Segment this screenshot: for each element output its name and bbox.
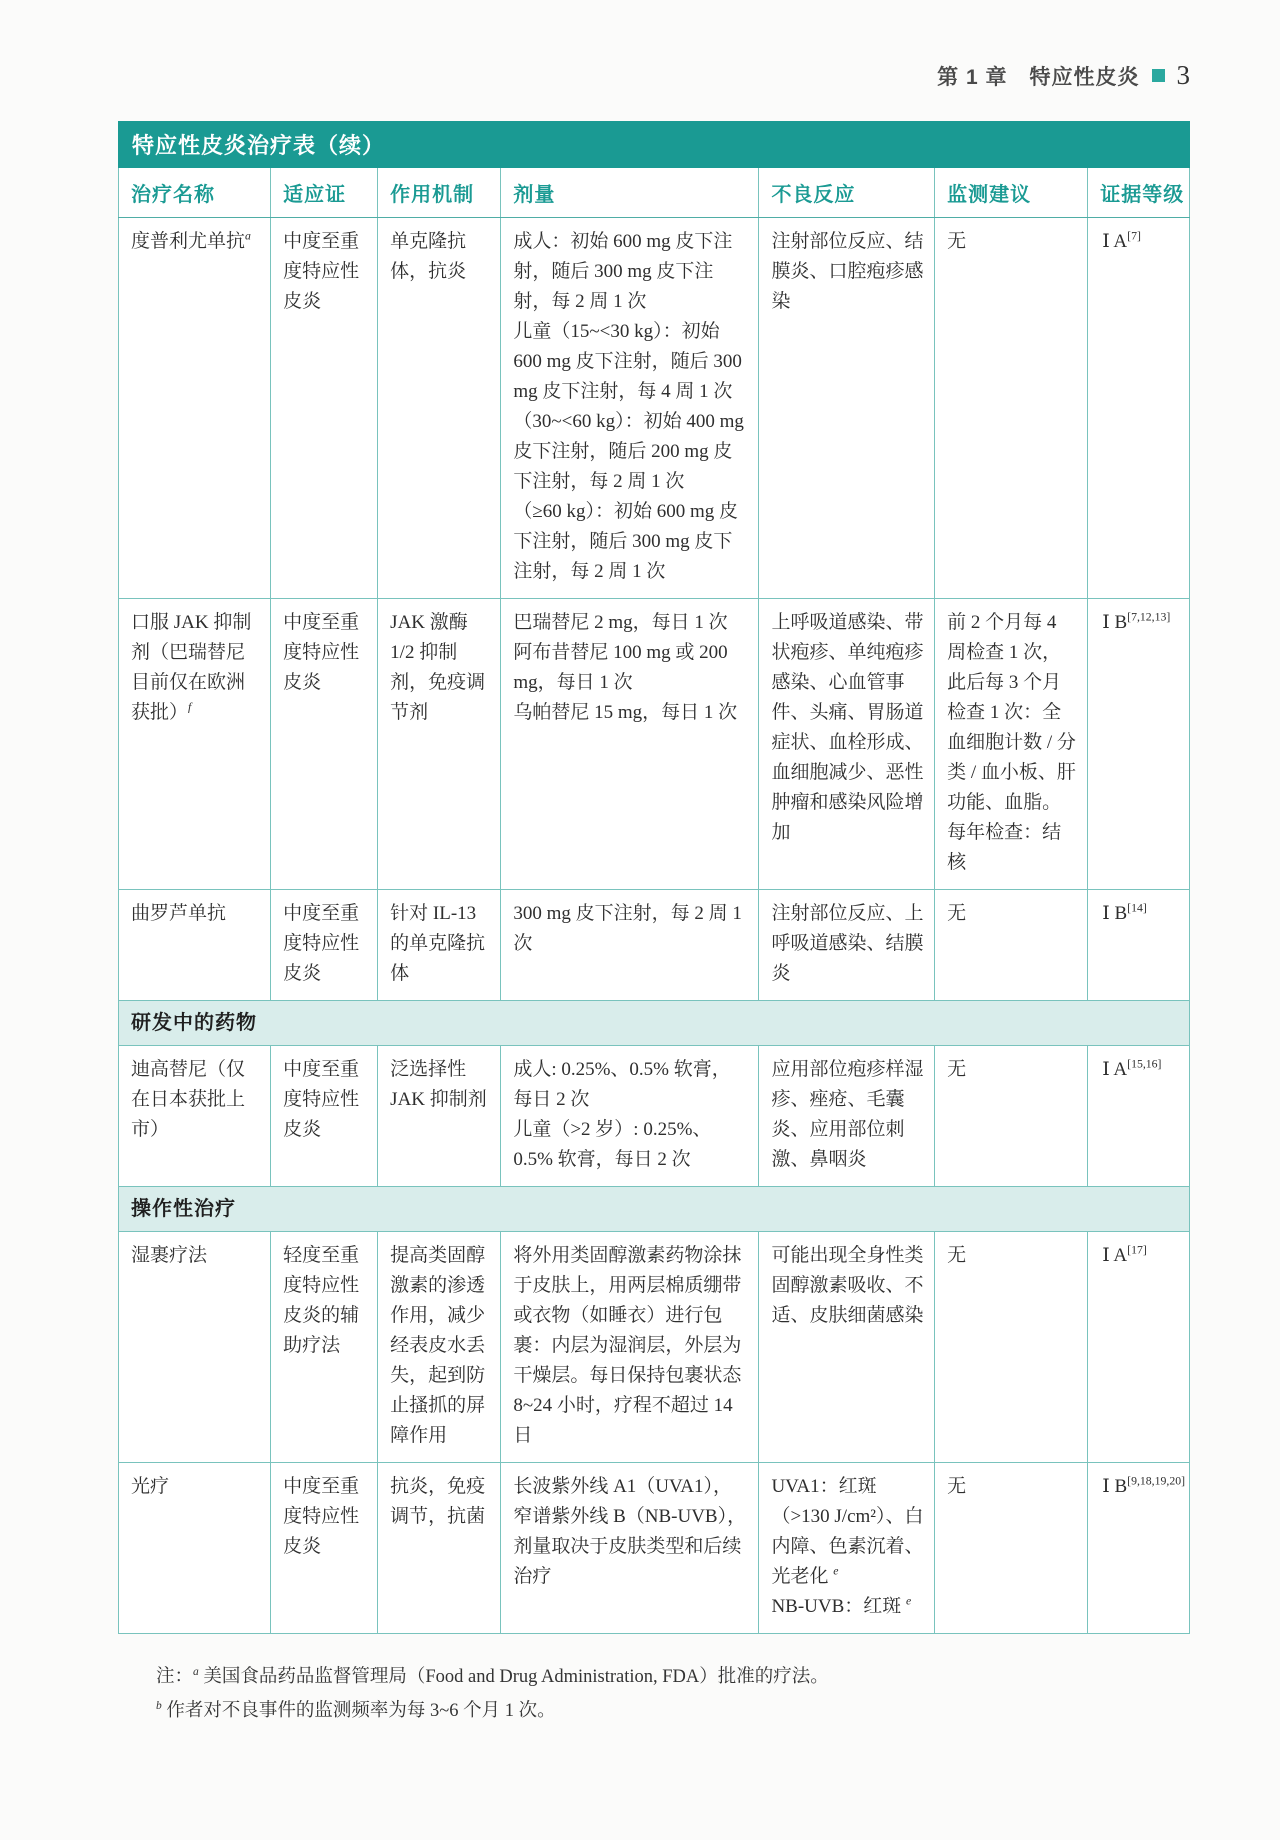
page-number: 3: [1176, 60, 1190, 90]
table-row: [119, 890, 1190, 1001]
table-cell: 湿裹疗法: [119, 1232, 271, 1463]
table-cell: 无: [935, 1232, 1088, 1463]
footnote: $^b$ 作者对不良事件的监测频率为每 3~6 个月 1 次。: [156, 1699, 556, 1721]
table-title: 特应性皮炎治疗表（续）: [118, 121, 1190, 168]
section-row: [119, 1001, 1190, 1046]
table-cell: 迪高替尼（仅在日本获批上市）: [119, 1046, 271, 1187]
table-row: [119, 218, 1190, 599]
table-row: [119, 1232, 1190, 1463]
table-cell: 曲罗芦单抗: [119, 890, 271, 1001]
table-cell: 巴瑞替尼 2 mg，每日 1 次 阿布昔替尼 100 mg 或 200 mg，每日 1 次 乌帕替尼 15 mg，每日 1 次: [501, 599, 759, 890]
table-cell: Ⅰ B[9,18,19,20]: [1088, 1463, 1190, 1634]
column-header: 监测建议: [935, 168, 1088, 218]
chapter-title: 第 1 章 特应性皮炎: [937, 65, 1140, 89]
table-cell: 将外用类固醇激素药物涂抹于皮肤上，用两层棉质绷带或衣物（如睡衣）进行包裹：内层为湿润层，外层为干燥层。每日保持包裹状态 8~24 小时，疗程不超过 14 日: [501, 1232, 759, 1463]
table-row: [119, 1463, 1190, 1634]
table-cell: 中度至重度特应性皮炎: [271, 599, 378, 890]
table-row: [119, 1046, 1190, 1187]
table-cell: 中度至重度特应性皮炎: [271, 1046, 378, 1187]
table-cell: 光疗: [119, 1463, 271, 1634]
table-cell: 成人: 0.25%、0.5% 软膏，每日 2 次 儿童（>2 岁）: 0.25%、0.5% 软膏，每日 2 次: [501, 1046, 759, 1187]
table-cell: 中度至重度特应性皮炎: [271, 218, 378, 599]
treatment-table: [118, 121, 1190, 1634]
table-cell: JAK 激酶 1/2 抑制剂，免疫调节剂: [378, 599, 501, 890]
section-header: 操作性治疗: [119, 1187, 1190, 1232]
table-cell: 300 mg 皮下注射，每 2 周 1 次: [501, 890, 759, 1001]
table-cell: 轻度至重度特应性皮炎的辅助疗法: [271, 1232, 378, 1463]
table-cell: Ⅰ B[7,12,13]: [1088, 599, 1190, 890]
table-cell: 无: [935, 218, 1088, 599]
table-cell: Ⅰ A[17]: [1088, 1232, 1190, 1463]
column-header: 作用机制: [378, 168, 501, 218]
table-cell: 长波紫外线 A1（UVA1），窄谱紫外线 B（NB-UVB），剂量取决于皮肤类型和后续治疗: [501, 1463, 759, 1634]
column-header: 不良反应: [759, 168, 935, 218]
header-row: [119, 168, 1190, 218]
table-cell: 注射部位反应、上呼吸道感染、结膜炎: [759, 890, 935, 1001]
footnote: 注：$^a$ 美国食品药品监督管理局（Food and Drug Administration, FDA）批准的疗法。: [156, 1665, 829, 1687]
table-cell: 应用部位疱疹样湿疹、痤疮、毛囊炎、应用部位刺激、鼻咽炎: [759, 1046, 935, 1187]
table-cell: 口服 JAK 抑制剂（巴瑞替尼目前仅在欧洲获批）$^f$: [119, 599, 271, 890]
footnotes: [156, 1660, 1190, 1728]
table-cell: Ⅰ A[15,16]: [1088, 1046, 1190, 1187]
table-cell: Ⅰ B[14]: [1088, 890, 1190, 1001]
table-cell: 单克隆抗体，抗炎: [378, 218, 501, 599]
table-cell: UVA1：红斑（>130 J/cm²）、白内障、色素沉着、光老化 $^e$ NB-UVB：红斑 $^e$: [759, 1463, 935, 1634]
table-cell: 度普利尤单抗$^a$: [119, 218, 271, 599]
table-cell: 无: [935, 890, 1088, 1001]
table-cell: 可能出现全身性类固醇激素吸收、不适、皮肤细菌感染: [759, 1232, 935, 1463]
page-marker-icon: [1152, 69, 1165, 82]
table-cell: 无: [935, 1463, 1088, 1634]
table-cell: 中度至重度特应性皮炎: [271, 890, 378, 1001]
page-header: [118, 60, 1190, 91]
column-header: 剂量: [501, 168, 759, 218]
table-cell: 泛选择性 JAK 抑制剂: [378, 1046, 501, 1187]
table-cell: 抗炎，免疫调节，抗菌: [378, 1463, 501, 1634]
treatment-table-grid: [118, 168, 1190, 1634]
section-row: [119, 1187, 1190, 1232]
column-header: 证据等级: [1088, 168, 1190, 218]
table-cell: 成人：初始 600 mg 皮下注射，随后 300 mg 皮下注射，每 2 周 1 次 儿童（15~<30 kg）：初始 600 mg 皮下注射，随后 300 mg 皮下注射，每 4 周 1 次 （30~<60 kg）：初始 400 mg 皮下注射，随后 200 mg 皮下注射，每 2 周 1 次 （≥60 kg）：初始 600 mg 皮下注射，随后 300 mg 皮下注射，每 2 周 1 次: [501, 218, 759, 599]
table-cell: 无: [935, 1046, 1088, 1187]
table-cell: 前 2 个月每 4 周检查 1 次，此后每 3 个月检查 1 次：全血细胞计数 / 分类 / 血小板、肝功能、血脂。每年检查：结核: [935, 599, 1088, 890]
table-cell: 中度至重度特应性皮炎: [271, 1463, 378, 1634]
section-header: 研发中的药物: [119, 1001, 1190, 1046]
column-header: 适应证: [271, 168, 378, 218]
table-cell: 提高类固醇激素的渗透作用，减少经表皮水丢失，起到防止搔抓的屏障作用: [378, 1232, 501, 1463]
table-cell: Ⅰ A[7]: [1088, 218, 1190, 599]
table-cell: 注射部位反应、结膜炎、口腔疱疹感染: [759, 218, 935, 599]
table-cell: 上呼吸道感染、带状疱疹、单纯疱疹感染、心血管事件、头痛、胃肠道症状、血栓形成、血细胞减少、恶性肿瘤和感染风险增加: [759, 599, 935, 890]
table-row: [119, 599, 1190, 890]
column-header: 治疗名称: [119, 168, 271, 218]
table-cell: 针对 IL-13 的单克隆抗体: [378, 890, 501, 1001]
